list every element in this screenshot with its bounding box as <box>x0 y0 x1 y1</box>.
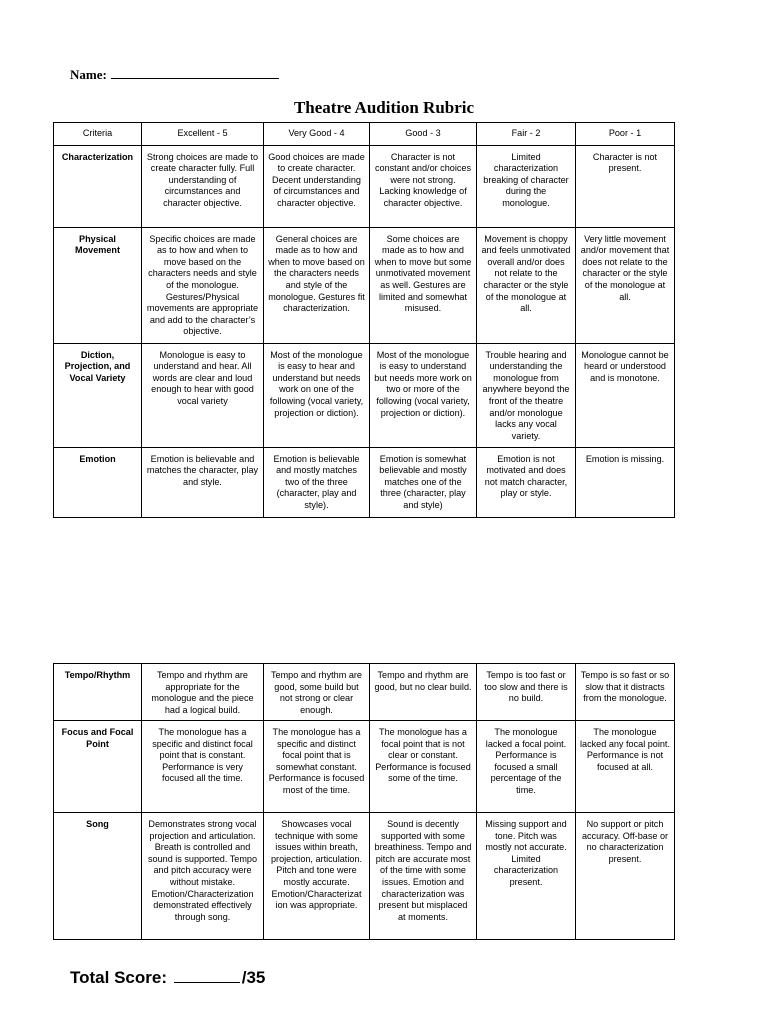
table-row <box>54 343 675 447</box>
table-cell: Tempo and rhythm are good, but no clear build. <box>370 664 477 721</box>
column-header-poor: Poor - 1 <box>576 123 675 146</box>
table-cell: Most of the monologue is easy to understand but needs more work on two or more of the following (vocal variety, projection or diction). <box>370 343 477 447</box>
table-cell: Showcases vocal technique with some issues within breath, projection, articulation. Pitch and tone were mostly accurate. Emotion/Characterizat ion was appropriate. <box>264 813 370 940</box>
criterion-label: Characterization <box>54 145 142 227</box>
table-cell: Specific choices are made as to how and when to move based on the characters needs and style of the monologue. Gestures/Physical movements are appropriate and add to the character’s objective. <box>142 227 264 343</box>
table-cell: Emotion is believable and mostly matches two of the three (character, play and style). <box>264 447 370 517</box>
table-row <box>54 721 675 813</box>
table-cell: Missing support and tone. Pitch was mostly not accurate. Limited characterization present. <box>477 813 576 940</box>
table-cell: No support or pitch accuracy. Off-base or no characterization present. <box>576 813 675 940</box>
table-cell: Strong choices are made to create character fully. Full understanding of circumstances and character objective. <box>142 145 264 227</box>
rubric-table-main <box>53 122 675 518</box>
table-cell: Monologue cannot be heard or understood and is monotone. <box>576 343 675 447</box>
table-cell: Tempo and rhythm are appropriate for the monologue and the piece had a logical build. <box>142 664 264 721</box>
table-cell: Tempo is so fast or so slow that it distracts from the monologue. <box>576 664 675 721</box>
table-cell: Some choices are made as to how and when to move but some unmotivated movement as well. Gestures are limited and somewhat misused. <box>370 227 477 343</box>
rubric-table-continued <box>53 663 675 940</box>
column-header-excellent: Excellent - 5 <box>142 123 264 146</box>
criterion-label: Focus and Focal Point <box>54 721 142 813</box>
table-cell: Limited characterization breaking of character during the monologue. <box>477 145 576 227</box>
table-cell: General choices are made as to how and when to move based on the characters needs and style of the monologue. Gestures fit characterization. <box>264 227 370 343</box>
table-cell: The monologue has a specific and distinct focal point that is somewhat constant. Performance is focused most of the time. <box>264 721 370 813</box>
criterion-label: Emotion <box>54 447 142 517</box>
table-cell: Character is not present. <box>576 145 675 227</box>
total-score-blank[interactable] <box>174 968 240 983</box>
table-row <box>54 145 675 227</box>
table-row <box>54 447 675 517</box>
criterion-label: Song <box>54 813 142 940</box>
total-score-label: Total Score: <box>70 968 167 987</box>
table-row <box>54 227 675 343</box>
table-row <box>54 813 675 940</box>
column-header-fair: Fair - 2 <box>477 123 576 146</box>
table-cell: Most of the monologue is easy to hear and understand but needs work on one of the following (vocal variety, projection or diction). <box>264 343 370 447</box>
table-cell: Good choices are made to create character. Decent understanding of circumstances and character objective. <box>264 145 370 227</box>
table-cell: The monologue lacked a focal point. Performance is focused a small percentage of the time. <box>477 721 576 813</box>
column-header-very-good: Very Good - 4 <box>264 123 370 146</box>
table-cell: Monologue is easy to understand and hear. All words are clear and loud enough to hear with good vocal variety <box>142 343 264 447</box>
total-score-max: /35 <box>241 968 266 987</box>
criterion-label: Diction, Projection, and Vocal Variety <box>54 343 142 447</box>
table-cell: Sound is decently supported with some breathiness. Tempo and pitch are accurate most of the time with some issues. Emotion and characterization was present but misplaced at moments. <box>370 813 477 940</box>
column-header-criteria: Criteria <box>54 123 142 146</box>
name-field <box>70 66 279 83</box>
table-cell: The monologue has a specific and distinct focal point that is constant. Performance is very focused all the time. <box>142 721 264 813</box>
table-cell: Trouble hearing and understanding the monologue from anywhere beyond the front of the theatre and/or monologue lacks any vocal variety. <box>477 343 576 447</box>
total-score <box>70 968 265 988</box>
table-cell: Character is not constant and/or choices were not strong. Lacking knowledge of character objective. <box>370 145 477 227</box>
table-cell: Very little movement and/or movement that does not relate to the character or the style of the monologue at all. <box>576 227 675 343</box>
criterion-label: Physical Movement <box>54 227 142 343</box>
table-cell: Emotion is not motivated and does not match character, play or style. <box>477 447 576 517</box>
table-cell: Demonstrates strong vocal projection and articulation. Breath is controlled and sound is supported. Tempo and pitch accuracy were without mistake. Emotion/Characterization demonstrated effectively through song. <box>142 813 264 940</box>
table-cell: Tempo is too fast or too slow and there is no build. <box>477 664 576 721</box>
name-blank-line[interactable] <box>111 66 279 79</box>
table-cell: Tempo and rhythm are good, some build but not strong or clear enough. <box>264 664 370 721</box>
table-cell: Emotion is somewhat believable and mostly matches one of the three (character, play and style) <box>370 447 477 517</box>
table-cell: The monologue has a focal point that is not clear or constant. Performance is focused some of the time. <box>370 721 477 813</box>
header-row <box>54 123 675 146</box>
name-label: Name: <box>70 67 107 82</box>
table-row <box>54 664 675 721</box>
table-cell: The monologue lacked any focal point. Performance is not focused at all. <box>576 721 675 813</box>
table-cell: Movement is choppy and feels unmotivated overall and/or does not relate to the character or the style of the monologue at all. <box>477 227 576 343</box>
column-header-good: Good - 3 <box>370 123 477 146</box>
page-title: Theatre Audition Rubric <box>293 98 475 117</box>
criterion-label: Tempo/Rhythm <box>54 664 142 721</box>
table-cell: Emotion is missing. <box>576 447 675 517</box>
table-cell: Emotion is believable and matches the character, play and style. <box>142 447 264 517</box>
